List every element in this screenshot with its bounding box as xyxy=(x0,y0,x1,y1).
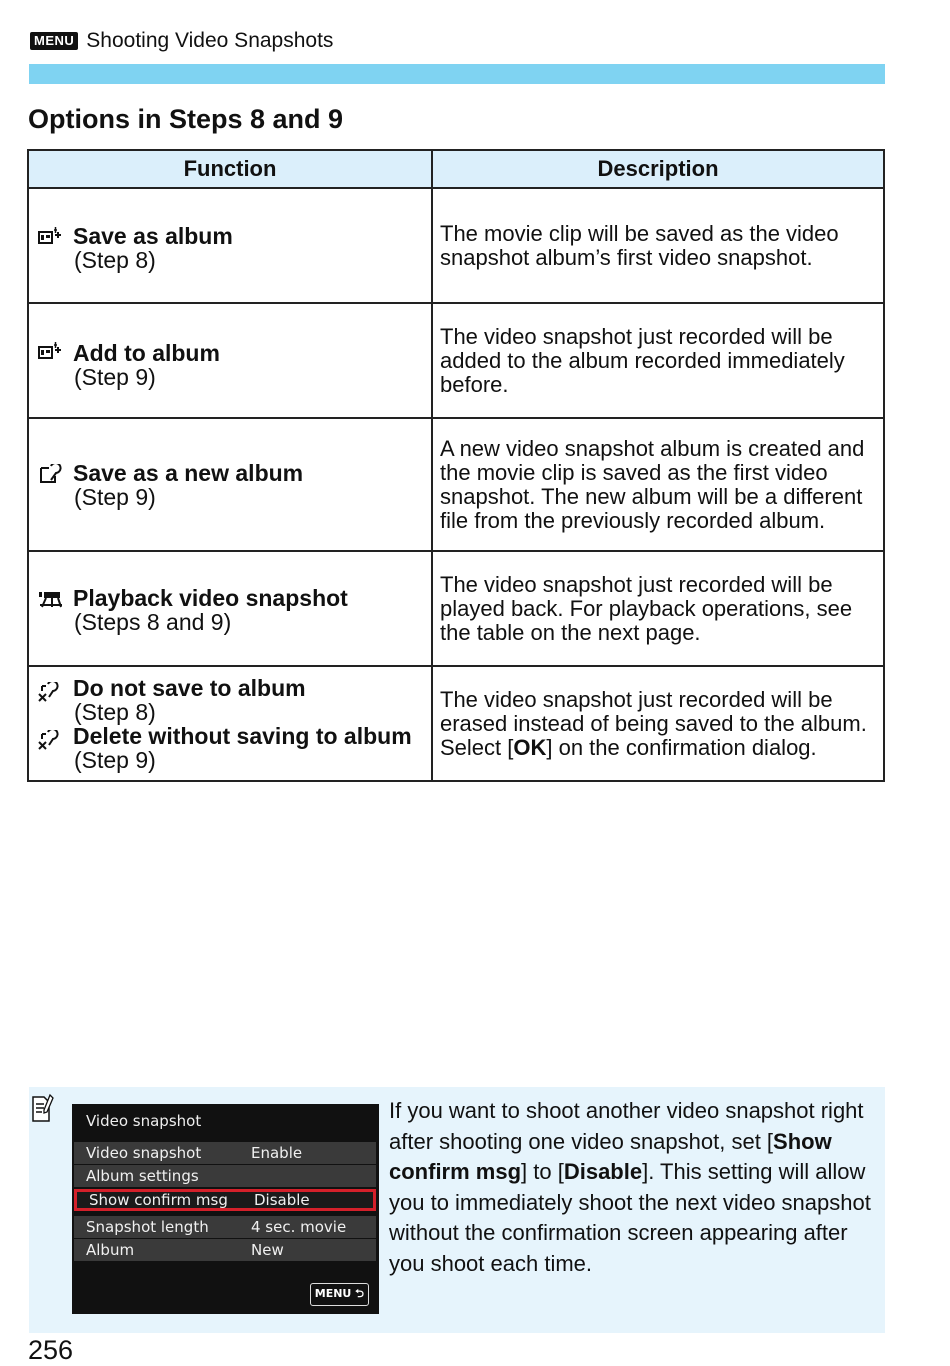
note-text xyxy=(389,1096,874,1279)
menu-value: Enable xyxy=(251,1144,303,1162)
menu-row xyxy=(74,1216,376,1238)
function-cell xyxy=(28,551,432,666)
menu-value: 4 sec. movie xyxy=(251,1218,347,1236)
column-header: Description xyxy=(432,150,884,188)
description-cell: The video snapshot just recorded will be played back. For playback operations, see the table on the next page. xyxy=(432,551,884,666)
table-row xyxy=(28,666,884,781)
menu-row-selected xyxy=(74,1189,376,1211)
table-row xyxy=(28,418,884,551)
function-name: Add to album xyxy=(73,339,220,366)
note-text-part: ]. This setting will allow you to immediately shoot the next video snapshot without the confirmation screen appearing after you shoot each time. xyxy=(389,1159,871,1276)
screen-title: Video snapshot xyxy=(86,1112,202,1130)
function-name: Playback video snapshot xyxy=(73,584,348,611)
menu-row xyxy=(74,1165,376,1187)
function-name: Delete without saving to album xyxy=(73,722,412,749)
save-album-icon xyxy=(38,226,62,246)
page-header xyxy=(30,28,333,54)
header-bar xyxy=(29,64,885,84)
menu-row xyxy=(74,1239,376,1261)
table-row xyxy=(28,551,884,666)
camera-menu-screen xyxy=(72,1104,379,1314)
function-cell xyxy=(28,418,432,551)
note-text-part: If you want to shoot another video snapshot right after shooting one video snapshot, set [ xyxy=(389,1098,864,1154)
description-text: ] on the confirmation dialog. xyxy=(546,734,817,760)
tip-note xyxy=(29,1087,885,1333)
menu-row xyxy=(74,1142,376,1164)
menu-icon: MENU xyxy=(30,32,78,50)
description-cell xyxy=(432,666,884,781)
delete-icon xyxy=(38,682,62,702)
function-cell xyxy=(28,303,432,418)
function-name: Do not save to album xyxy=(73,674,306,701)
page-number: 256 xyxy=(28,1335,74,1365)
disable-label: Disable xyxy=(563,1159,643,1184)
table-row xyxy=(28,303,884,418)
note-text-part: ] to [ xyxy=(521,1159,564,1184)
menu-back-button: MENU ⮌ xyxy=(310,1283,369,1306)
table-header-row xyxy=(28,150,884,188)
function-name: Save as a new album xyxy=(73,459,304,486)
description-cell: A new video snapshot album is created and the movie clip is saved as the first video snapshot. The new album will be a different file from the previously recorded album. xyxy=(432,418,884,551)
table-row xyxy=(28,188,884,303)
show-confirm-label: Show confirm msg xyxy=(389,1128,832,1184)
menu-value: Disable xyxy=(254,1191,310,1209)
description-cell: The movie clip will be saved as the video snapshot album’s first video snapshot. xyxy=(432,188,884,303)
menu-key: Show confirm msg xyxy=(89,1191,228,1209)
options-table xyxy=(27,149,885,782)
menu-key: Album xyxy=(86,1241,135,1259)
add-album-icon xyxy=(38,341,62,361)
function-step: (Step 9) xyxy=(74,746,156,773)
function-cell xyxy=(28,188,432,303)
description-cell: The video snapshot just recorded will be added to the album recorded immediately before. xyxy=(432,303,884,418)
menu-key: Video snapshot xyxy=(86,1144,202,1162)
function-step: (Steps 8 and 9) xyxy=(74,608,232,635)
ok-label: OK xyxy=(513,734,547,760)
function-step: (Step 9) xyxy=(74,363,156,390)
playback-icon xyxy=(38,589,62,609)
function-name: Save as album xyxy=(73,222,233,249)
section-title: Options in Steps 8 and 9 xyxy=(28,104,344,134)
memo-icon xyxy=(32,1093,54,1123)
menu-key: Snapshot length xyxy=(86,1218,209,1236)
column-header: Function xyxy=(28,150,432,188)
function-cell xyxy=(28,666,432,781)
function-step: (Step 8) xyxy=(74,698,156,725)
description-text: The video snapshot just recorded will be erased instead of being saved to the album. Select [ xyxy=(440,686,867,760)
menu-key: Album settings xyxy=(86,1167,199,1185)
menu-value: New xyxy=(251,1241,284,1259)
header-title: Shooting Video Snapshots xyxy=(86,29,334,52)
function-step: (Step 8) xyxy=(74,246,156,273)
new-album-icon xyxy=(38,464,62,484)
delete-icon xyxy=(38,730,62,750)
function-step: (Step 9) xyxy=(74,483,156,510)
